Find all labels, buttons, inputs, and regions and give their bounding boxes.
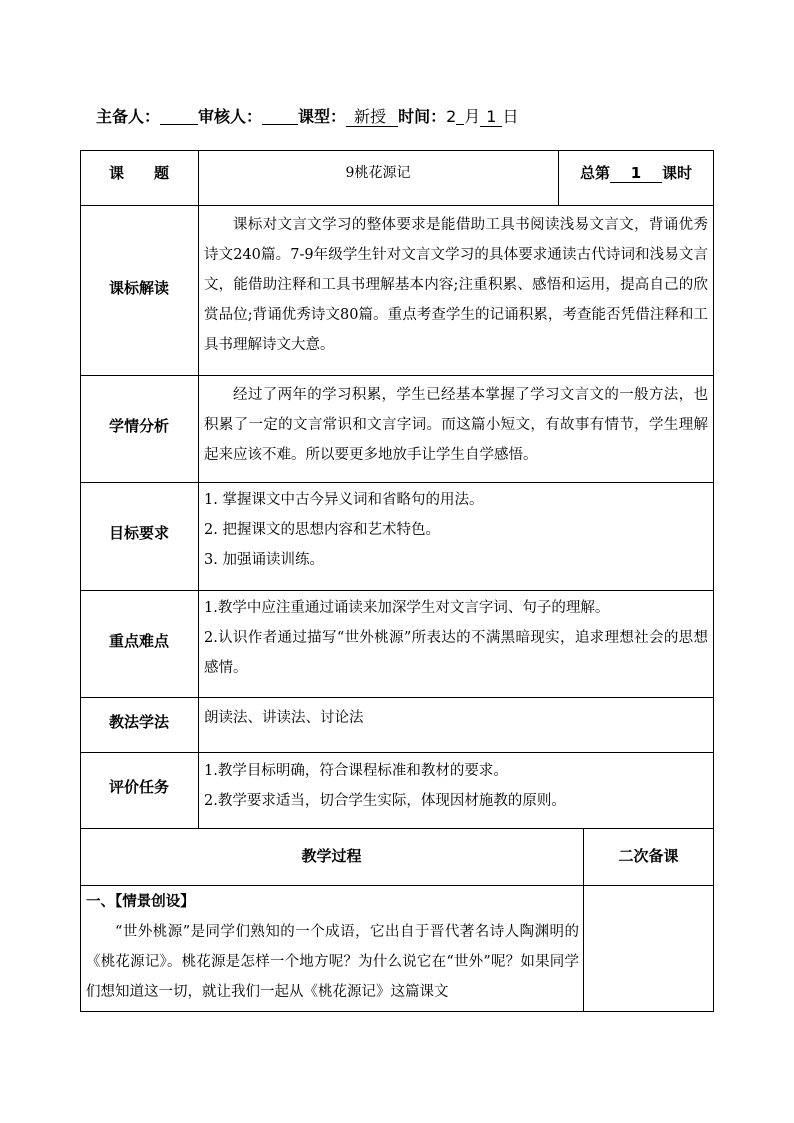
total-lesson-count	[558, 162, 714, 183]
standard-text: 课标对文言文学习的整体要求是能借助工具书阅读浅易文言文，背诵优秀诗文240篇。7-9年级学生针对文言文学习的具体要求通读古代诗词和浅易文言文，能借助注释和工具书理解基本内容;注重积累、感悟和运用，提高自己的欣赏品位;背诵优秀诗文80篇。重点考查学生的记诵积累，考查能否凭借注释和工具书理解诗文大意。	[204, 217, 708, 353]
goal-item: 3. 加强诵读训练。	[204, 552, 324, 568]
document-header	[96, 104, 518, 127]
lesson-type-value: 新授	[346, 107, 398, 127]
evaluation-list	[204, 756, 708, 816]
analysis-text: 经过了两年的学习积累，学生已经基本掌握了学习文言文的一般方法，也积累了一定的文言常识和文言字词。而这篇小短文，有故事有情节，学生理解起来应该不难。所以要更多地放手让学生自学感悟。	[204, 387, 708, 463]
teaching-process-header: 教学过程	[301, 847, 362, 865]
key-point-item: 1.教学中应注重通过诵读来加深学生对文言字词、句子的理解。	[204, 600, 610, 616]
second-prep-header: 二次备课	[618, 847, 679, 865]
goal-item: 1. 掌握课文中古今异义词和省略句的用法。	[204, 492, 484, 508]
topic-label: 课 题	[108, 164, 169, 182]
key-points-list	[204, 593, 708, 683]
methods-label: 教法学法	[108, 713, 169, 731]
analysis-label: 学情分析	[108, 417, 169, 435]
key-points-label: 重点难点	[108, 632, 169, 650]
section-title: 一、【情景创设】	[86, 894, 195, 910]
lesson-title: 9桃花源记	[345, 165, 411, 181]
day-value: 1	[480, 107, 502, 127]
evaluation-item: 1.教学目标明确，符合课程标准和教材的要求。	[204, 763, 508, 779]
standard-text-block	[204, 210, 708, 360]
lesson-type-label: 课型：	[298, 107, 347, 126]
month-label: 月	[464, 107, 481, 126]
reviewer-label: 审核人：	[198, 107, 263, 126]
goals-list	[204, 485, 708, 575]
methods-text: 朗读法、讲读法、讨论法	[204, 710, 364, 726]
total-suffix: 课时	[662, 164, 693, 182]
standard-label: 课标解读	[108, 279, 169, 297]
evaluation-item: 2.教学要求适当，切合学生实际，体现因材施教的原则。	[204, 793, 566, 809]
evaluation-label: 评价任务	[108, 778, 169, 796]
section-text: “世外桃源”是同学们熟知的一个成语，它出自于晋代著名诗人陶渊明的《桃花源记》。桃花源是怎样一个地方呢？为什么说它在“世外”呢？如果同学们想知道这一切，就让我们一起从《桃花源记》这篇课文	[86, 924, 579, 1000]
goals-label: 目标要求	[108, 524, 169, 542]
analysis-text-block	[204, 380, 708, 470]
situation-section	[86, 887, 579, 1007]
key-point-item: 2.认识作者通过描写“世外桃源”所表达的不满黑暗现实，追求理想社会的思想感情。	[204, 630, 708, 676]
preparer-blank	[160, 108, 198, 125]
goal-item: 2. 把握课文的思想内容和艺术特色。	[204, 522, 440, 538]
preparer-label: 主备人：	[96, 107, 161, 126]
reviewer-blank	[262, 108, 298, 125]
total-number: 1	[610, 164, 662, 183]
time-label: 时间：	[398, 107, 447, 126]
month-value: 2	[446, 107, 457, 126]
total-prefix: 总第	[579, 164, 610, 182]
day-label: 日	[502, 107, 519, 126]
